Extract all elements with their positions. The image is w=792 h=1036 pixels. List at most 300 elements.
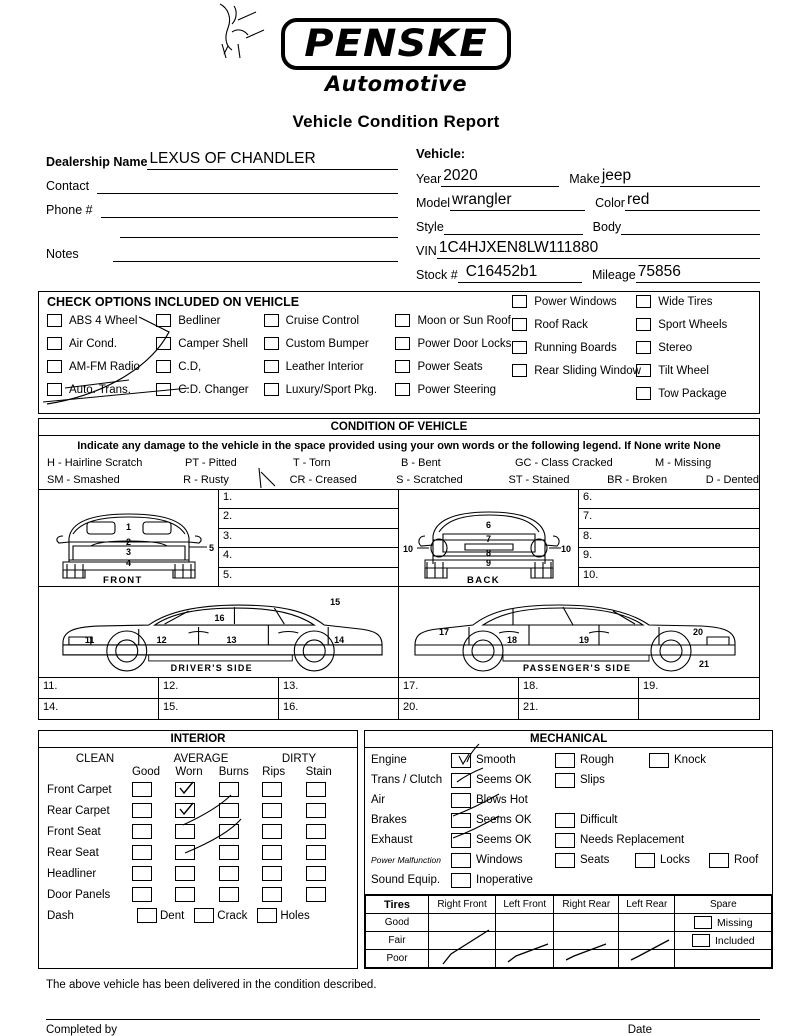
damage-line[interactable]: 11. [39,678,159,698]
option-label: C.D, [178,360,202,373]
legend-item: S - Scratched [396,474,463,486]
legend-item: CR - Creased [289,474,357,486]
checkbox[interactable] [156,383,171,396]
svg-text:18: 18 [507,635,518,645]
row-label: Headliner [47,867,97,880]
option-custom-bumper[interactable] [264,334,396,353]
contact-row [46,170,398,194]
svg-text:7: 7 [486,534,492,544]
svg-text:5: 5 [209,543,215,553]
cell-right-rear[interactable] [554,932,619,950]
mech-row-brakes [371,810,766,830]
checkbox[interactable] [555,773,575,788]
checkbox[interactable] [512,364,527,377]
option-tilt-wheel[interactable] [636,361,753,380]
damage-line[interactable]: 1. [219,490,398,509]
table-row-fair [366,932,772,950]
mech-option-rough[interactable] [555,753,641,768]
checkbox-stain[interactable] [306,824,326,839]
model-label: Model [416,196,451,210]
make-value: jeep [601,167,632,184]
mech-row-trans-clutch [371,770,766,790]
passengers-side-svg [399,587,759,677]
checkbox-burns[interactable] [219,845,239,860]
interior-section [38,730,358,969]
cell-left-front[interactable] [496,932,554,950]
damage-line[interactable]: 8. [579,529,759,548]
checkbox-stain[interactable] [306,887,326,902]
mech-option-seems-ok[interactable] [451,773,547,788]
damage-line[interactable]: 13. [279,678,399,698]
option-tow-package[interactable] [636,384,753,403]
mech-option-knock[interactable] [649,753,706,768]
checkbox-rips[interactable] [262,887,282,902]
mech-option-locks[interactable] [635,853,701,868]
checkbox[interactable] [451,833,471,848]
model-field[interactable] [450,193,585,211]
mech-option-smooth[interactable] [451,753,547,768]
table-row-poor [366,950,772,968]
mech-row-engine [371,750,766,770]
cell-left-front[interactable] [496,950,554,968]
option-label: Seats [580,854,610,866]
cell-left-rear[interactable] [619,950,675,968]
legend-item: BR - Broken [607,474,668,486]
damage-line[interactable]: 12. [159,678,279,698]
option-abs-4-wheel[interactable] [47,311,156,330]
checkbox[interactable] [451,813,471,828]
checkbox[interactable] [636,387,651,400]
option-label: Windows [476,854,523,866]
checkbox[interactable] [451,753,471,768]
row-label: Exhaust [371,834,413,846]
damage-line[interactable]: 10. [583,568,599,581]
svg-text:20: 20 [693,627,704,637]
checkbox-rips[interactable] [262,845,282,860]
mech-option-windows[interactable] [451,853,547,868]
col-rips: Rips [262,766,286,778]
damage-line[interactable]: 21. [519,699,639,719]
option-camper-shell[interactable] [156,334,263,353]
cell-left-front[interactable] [496,914,554,932]
option-label: Custom Bumper [285,337,369,350]
legend-item: M - Missing [655,457,712,469]
checkbox-worn[interactable] [175,845,195,860]
year-make-row [416,163,760,187]
option-label: Stereo [658,341,693,354]
option-label: Wide Tires [658,295,713,308]
checkbox-holes[interactable] [257,908,277,923]
notes-field-line1[interactable] [120,220,398,238]
notes-field-line2[interactable] [113,244,398,262]
checkbox-burns[interactable] [219,824,239,839]
option-label: Blows Hot [476,794,528,806]
option-label: Knock [674,754,706,766]
front-car-svg [39,490,219,586]
mech-option-blows-hot[interactable] [451,793,528,808]
damage-line-row-1 [39,678,759,699]
cell-left-rear[interactable] [619,914,675,932]
checkbox-good[interactable] [132,803,152,818]
checkbox-worn[interactable] [175,803,195,818]
checkbox-stain[interactable] [306,845,326,860]
checkbox[interactable] [555,853,575,868]
damage-line[interactable]: 7. [579,509,759,528]
mechanical-body [365,748,772,894]
completed-by-label: Completed by [46,1024,117,1036]
checkbox-burns[interactable] [219,782,239,797]
damage-line[interactable]: 20. [399,699,519,719]
legend-item: ST - Stained [508,474,570,486]
checkbox-crack[interactable] [194,908,214,923]
legend-item: R - Rusty [183,474,229,486]
back-car-svg [399,490,579,586]
brand-subtitle: Automotive [324,72,468,96]
option-luxury-sport-pkg[interactable] [264,380,396,399]
mech-option-seems-ok[interactable] [451,833,547,848]
svg-text:2: 2 [126,537,132,547]
checkbox-rips[interactable] [262,782,282,797]
damage-line[interactable]: 2. [219,509,398,528]
dash-option-holes: Holes [280,909,310,922]
checkbox-stain[interactable] [306,866,326,881]
option-label: Leather Interior [285,360,364,373]
grade-label: Good [366,914,429,932]
checkbox[interactable] [264,383,279,396]
mech-option-difficult[interactable] [555,813,618,828]
condition-section [38,418,760,720]
legend-item: GC - Class Cracked [515,457,613,469]
checkbox[interactable] [555,753,575,768]
damage-line[interactable]: 17. [399,678,519,698]
checkbox[interactable] [47,314,62,327]
condition-instruction: Indicate any damage to the vehicle in the space provided using your own words or the following legend. If None write None [77,440,721,452]
svg-text:10: 10 [403,544,414,554]
contact-label: Contact [46,179,90,193]
cell-right-rear[interactable] [554,950,619,968]
checkbox[interactable] [649,753,669,768]
checkbox[interactable] [156,314,171,327]
year-label: Year [416,172,442,186]
checkbox-good[interactable] [132,845,152,860]
svg-text:16: 16 [214,613,225,624]
checkbox[interactable] [451,793,471,808]
body-label: Body [592,220,622,234]
checkbox[interactable] [451,853,471,868]
checkbox-good[interactable] [132,887,152,902]
mech-row-air [371,790,766,810]
col-stain: Stain [305,766,332,778]
svg-text:19: 19 [579,635,590,645]
page-title: Vehicle Condition Report [292,112,500,131]
checkbox-burns[interactable] [219,866,239,881]
checkbox-rips[interactable] [262,803,282,818]
checkbox-worn[interactable] [175,866,195,881]
row-label: Front Carpet [47,783,112,796]
signature-block [46,1019,760,1036]
mech-option-slips[interactable] [555,773,605,788]
svg-text:17: 17 [439,627,450,637]
option-power-door-locks[interactable] [395,334,512,353]
mech-option-needs-replacement[interactable] [555,833,684,848]
damage-line[interactable] [639,699,759,719]
option-stereo[interactable] [636,338,753,357]
date-label: Date [627,1024,652,1036]
checkbox-stain[interactable] [306,803,326,818]
logo-outline [281,18,511,70]
option-rear-sliding-window[interactable] [512,361,641,380]
phone-row [46,194,398,218]
phone-label: Phone # [46,203,93,217]
checkbox[interactable] [709,853,729,868]
stock-mileage-row [416,259,760,283]
checkbox-burns[interactable] [219,887,239,902]
options-column-2 [156,311,263,407]
option-roof-rack[interactable] [512,315,636,334]
checkbox-worn[interactable] [175,782,195,797]
option-cruise-control[interactable] [264,311,396,330]
stock-value: C16452b1 [465,263,538,280]
mech-option-inoperative[interactable] [451,873,533,888]
mech-row-exhaust [371,830,766,850]
color-field[interactable] [625,193,760,211]
svg-text:9: 9 [486,558,492,568]
svg-text:21: 21 [699,659,710,669]
damage-line[interactable]: 16. [279,699,399,719]
svg-text:10: 10 [561,544,572,554]
option-label: Slips [580,774,605,786]
options-title: CHECK OPTIONS INCLUDED ON VEHICLE [47,295,300,309]
option-cd[interactable] [156,357,263,376]
legend-row-2 [39,472,759,489]
svg-text:DRIVER'S SIDE: DRIVER'S SIDE [170,662,253,673]
color-label: Color [595,196,625,210]
cell-right-front[interactable] [429,950,496,968]
cell-right-front[interactable] [429,914,496,932]
cell-right-front[interactable] [429,932,496,950]
notes-row-top [46,218,398,238]
group-dirty: DIRTY [281,753,317,765]
mileage-field[interactable] [636,265,760,283]
brand-name: PENSKE [304,22,488,65]
interior-row-rear-carpet [47,800,349,821]
checkbox-good[interactable] [132,824,152,839]
style-field[interactable] [444,217,583,235]
option-label: AM-FM Radio [69,360,140,373]
checkbox[interactable] [156,337,171,350]
model-color-row [416,187,760,211]
damage-line[interactable]: 15. [159,699,279,719]
dash-option-dent: Dent [160,909,185,922]
option-power-steering[interactable] [395,380,512,399]
check-mark [504,948,560,970]
row-label: Trans / Clutch [371,774,443,786]
year-field[interactable] [441,169,559,187]
option-auto-trans[interactable] [47,380,156,399]
row-label: Door Panels [47,888,111,901]
stock-field[interactable] [458,265,582,283]
damage-line[interactable]: 14. [39,699,159,719]
checkbox-rips[interactable] [262,866,282,881]
group-average: AVERAGE [173,753,229,765]
checkbox-worn[interactable] [175,824,195,839]
option-label: Power Seats [417,360,483,373]
check-mark [562,948,618,970]
option-air-cond[interactable] [47,334,156,353]
grade-label: Fair [366,932,429,950]
vin-field[interactable] [437,241,760,259]
option-leather-interior[interactable] [264,357,396,376]
group-clean: CLEAN [75,753,115,765]
checkbox[interactable] [636,295,651,308]
checkbox[interactable] [47,337,62,350]
option-label: Air Cond. [69,337,117,350]
option-label: Seems OK [476,814,532,826]
row-label: Sound Equip. [371,874,441,886]
damage-line[interactable]: 6. [579,490,759,509]
dealership-field[interactable] [147,152,398,170]
legend-row-1 [39,455,759,472]
checkbox-rips[interactable] [262,824,282,839]
checkbox[interactable] [692,934,710,947]
damage-line[interactable]: 5. [223,568,233,581]
option-cd-changer[interactable] [156,380,263,399]
option-moon-or-sun-roof[interactable] [395,311,512,330]
mech-row-sound-equip [371,870,766,890]
checkbox[interactable] [555,813,575,828]
checkbox[interactable] [451,773,471,788]
option-power-windows[interactable] [512,292,636,311]
checkbox[interactable] [156,360,171,373]
damage-line[interactable]: 4. [219,548,398,567]
spare-included[interactable] [675,932,772,950]
notes-row [46,238,398,262]
mech-option-roof[interactable] [709,853,758,868]
dash-option-crack: Crack [217,909,248,922]
checkbox-good[interactable] [132,782,152,797]
options-column-3 [264,311,396,407]
checkbox[interactable] [636,364,651,377]
cell-right-rear[interactable] [554,914,619,932]
mileage-label: Mileage [591,268,636,282]
checkbox[interactable] [636,318,651,331]
interior-row-door-panels [47,884,349,905]
svg-text:8: 8 [486,548,492,558]
interior-row-headliner [47,863,349,884]
svg-text:11: 11 [84,634,95,645]
mech-option-seems-ok[interactable] [451,813,547,828]
option-label: Rough [580,754,614,766]
body-field[interactable] [621,217,760,235]
option-bedliner[interactable] [156,311,263,330]
col-right-rear: Right Rear [554,896,619,914]
option-sport-wheels[interactable] [636,315,753,334]
checkbox[interactable] [395,360,410,373]
svg-text:6: 6 [486,520,492,530]
stock-label: Stock # [416,268,458,282]
checkbox[interactable] [555,833,575,848]
svg-text:4: 4 [126,558,132,568]
checkbox[interactable] [636,341,651,354]
mech-option-seats[interactable] [555,853,627,868]
checkbox[interactable] [395,383,410,396]
option-label: Running Boards [534,341,617,354]
checkbox[interactable] [264,337,279,350]
checkbox[interactable] [512,318,527,331]
notes-label: Notes [46,247,79,261]
option-label: Tow Package [658,387,727,400]
option-label: Bedliner [178,314,221,327]
svg-text:1: 1 [126,522,132,532]
option-label: ABS 4 Wheel [69,314,138,327]
year-value: 2020 [443,167,478,184]
checkbox-dent[interactable] [137,908,157,923]
option-label: Moon or Sun Roof [417,314,511,327]
option-running-boards[interactable] [512,338,636,357]
style-body-row [416,211,760,235]
checkbox-burns[interactable] [219,803,239,818]
cell-spare[interactable] [675,950,772,968]
checkbox[interactable] [47,360,62,373]
top-info [46,146,760,283]
checkbox[interactable] [635,853,655,868]
checkbox[interactable] [264,360,279,373]
option-label: Needs Replacement [580,834,685,846]
checkbox[interactable] [395,337,410,350]
checkbox[interactable] [47,383,62,396]
legend-item: PT - Pitted [185,457,237,469]
damage-line[interactable]: 18. [519,678,639,698]
checkbox-good[interactable] [132,866,152,881]
checkbox[interactable] [395,314,410,327]
interior-row-front-seat [47,821,349,842]
options-column-6 [636,292,753,407]
option-label: C.D. Changer [178,383,249,396]
legend-item: SM - Smashed [47,474,120,486]
checkbox-worn[interactable] [175,887,195,902]
make-field[interactable] [600,169,760,187]
checkbox[interactable] [512,295,527,308]
back-car-diagram [399,490,579,586]
option-label: Camper Shell [178,337,248,350]
damage-line[interactable]: 3. [219,529,398,548]
option-am-fm-radio[interactable] [47,357,156,376]
checkbox[interactable] [512,341,527,354]
phone-field[interactable] [101,200,398,218]
option-wide-tires[interactable] [636,292,753,311]
damage-line[interactable]: 19. [643,680,659,692]
contact-field[interactable] [97,176,398,194]
svg-text:FRONT: FRONT [103,575,143,586]
interior-row-rear-seat [47,842,349,863]
checkbox-stain[interactable] [306,782,326,797]
vin-label: VIN [416,244,437,258]
option-label: Rear Sliding Window [534,364,641,377]
checkbox[interactable] [264,314,279,327]
spare-missing[interactable] [675,914,772,932]
cell-left-rear[interactable] [619,932,675,950]
damage-line[interactable]: 9. [579,548,759,567]
option-label: Cruise Control [285,314,360,327]
col-spare: Spare [675,896,772,914]
svg-text:12: 12 [156,634,167,645]
option-label: Seems OK [476,834,532,846]
row-label: Brakes [371,814,407,826]
checkbox[interactable] [451,873,471,888]
checkbox[interactable] [694,916,712,929]
options-column-1 [47,311,156,407]
option-power-seats[interactable] [395,357,512,376]
